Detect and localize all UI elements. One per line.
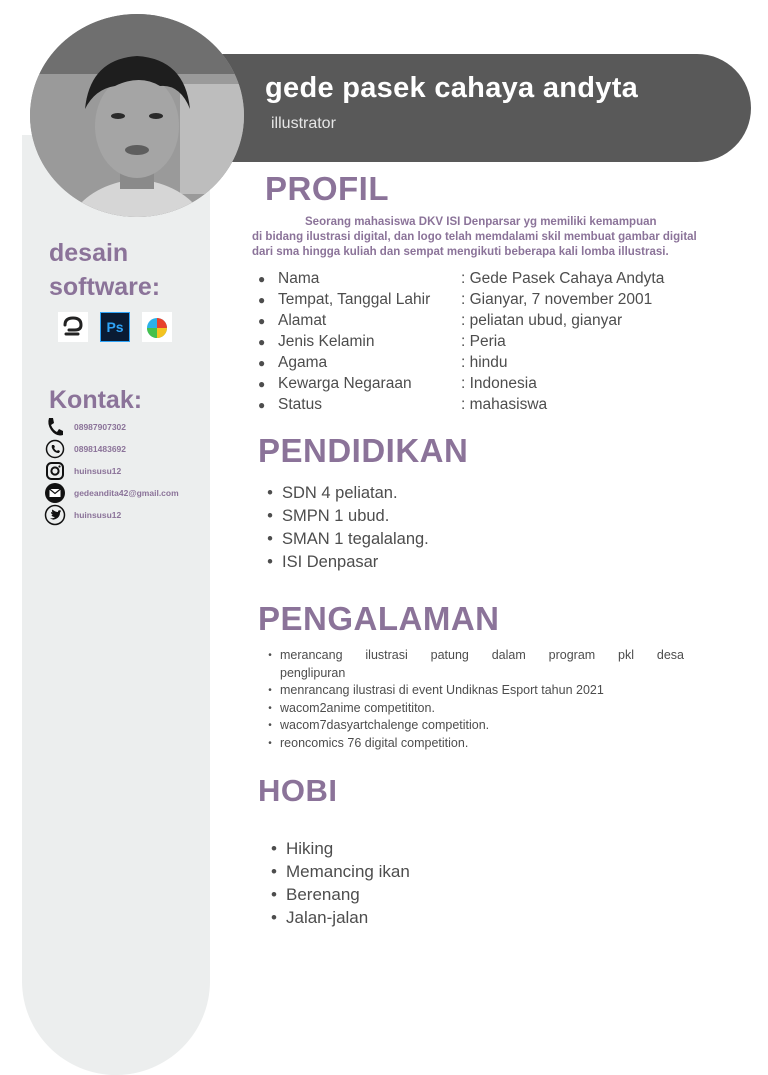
list-item: ● Agama : hindu [258,353,508,371]
list-item: • Hiking [271,838,334,858]
list-item: ● Jenis Kelamin : Peria [258,332,506,350]
list-item: • Berenang [271,884,360,904]
person-role: illustrator [271,115,336,132]
contact-phone[interactable] [44,416,179,438]
pengalaman-title: PENGALAMAN [258,600,500,637]
list-item: • ISI Denpasar [267,553,379,571]
hobi-title: HOBI [258,773,338,808]
profile-photo [30,14,244,217]
contact-title: Kontak: [49,386,143,414]
list-item: ● Nama : Gede Pasek Cahaya Andyta [258,269,665,287]
contact-email-text: gedeandita42@gmail.com [74,488,179,498]
pengalaman-list [260,647,684,752]
list-item: • merancang ilustrasi patung dalam program pkl desa penglipuran [268,648,684,680]
contact-email[interactable] [44,482,179,504]
list-item: • SMAN 1 tegalalang. [267,530,429,548]
profil-line-1: Seorang mahasiswa DKV ISI Denparsar yg memiliki kemampuan [305,216,657,228]
contact-list [44,416,179,526]
list-item: ● Alamat : peliatan ubud, gianyar [258,311,623,329]
contact-whatsapp[interactable] [44,438,179,460]
software-title-line2: software: [49,273,161,301]
profile-details [258,268,664,415]
hobi-list [262,837,410,929]
person-name: gede pasek cahaya andyta [265,72,639,104]
contact-twitter-text: huinsusu12 [74,510,122,520]
clip-studio-icon [58,312,88,342]
contact-phone-text: 08987907302 [74,422,127,432]
contact-instagram-text: huinsusu12 [74,466,122,476]
email-icon [44,482,66,504]
list-item: ● Kewarga Negaraan : Indonesia [258,374,537,392]
twitter-icon [44,504,66,526]
list-item: • Memancing ikan [271,861,410,881]
pendidikan-list [258,482,429,574]
profil-description [252,215,752,260]
list-item: • SMPN 1 ubud. [267,507,390,525]
contact-whatsapp-text: 08981483692 [74,444,127,454]
photoshop-icon: Ps [100,312,130,342]
profil-line-3: dari sma hingga kuliah dan sempat mengikuti beberapa kali lomba illustrasi. [252,246,669,258]
profil-title: PROFIL [265,170,389,207]
medibang-icon [142,312,172,342]
software-icons [58,312,172,342]
list-item: • wacom2anime competititon. [268,700,435,715]
list-item: • SDN 4 peliatan. [267,484,398,502]
list-item: ● Status : mahasiswa [258,395,548,413]
whatsapp-icon [44,438,66,460]
contact-twitter[interactable] [44,504,179,526]
list-item: ● Tempat, Tanggal Lahir : Gianyar, 7 november 2001 [258,290,653,308]
profil-line-2: di bidang ilustrasi digital, dan logo telah memdalami skil membuat gambar digital [252,231,697,243]
list-item: • wacom7dasyartchalenge competition. [268,718,490,732]
contact-instagram[interactable] [44,460,179,482]
list-item: • menrancang ilustrasi di event Undiknas Esport tahun 2021 [268,683,604,697]
list-item: • Jalan-jalan [271,907,369,927]
list-item: • reoncomics 76 digital competition. [268,735,469,750]
instagram-icon [44,460,66,482]
phone-icon [44,416,66,438]
software-title-line1: desain [49,239,129,267]
header-bar [200,54,751,162]
pendidikan-title: PENDIDIKAN [258,432,469,469]
